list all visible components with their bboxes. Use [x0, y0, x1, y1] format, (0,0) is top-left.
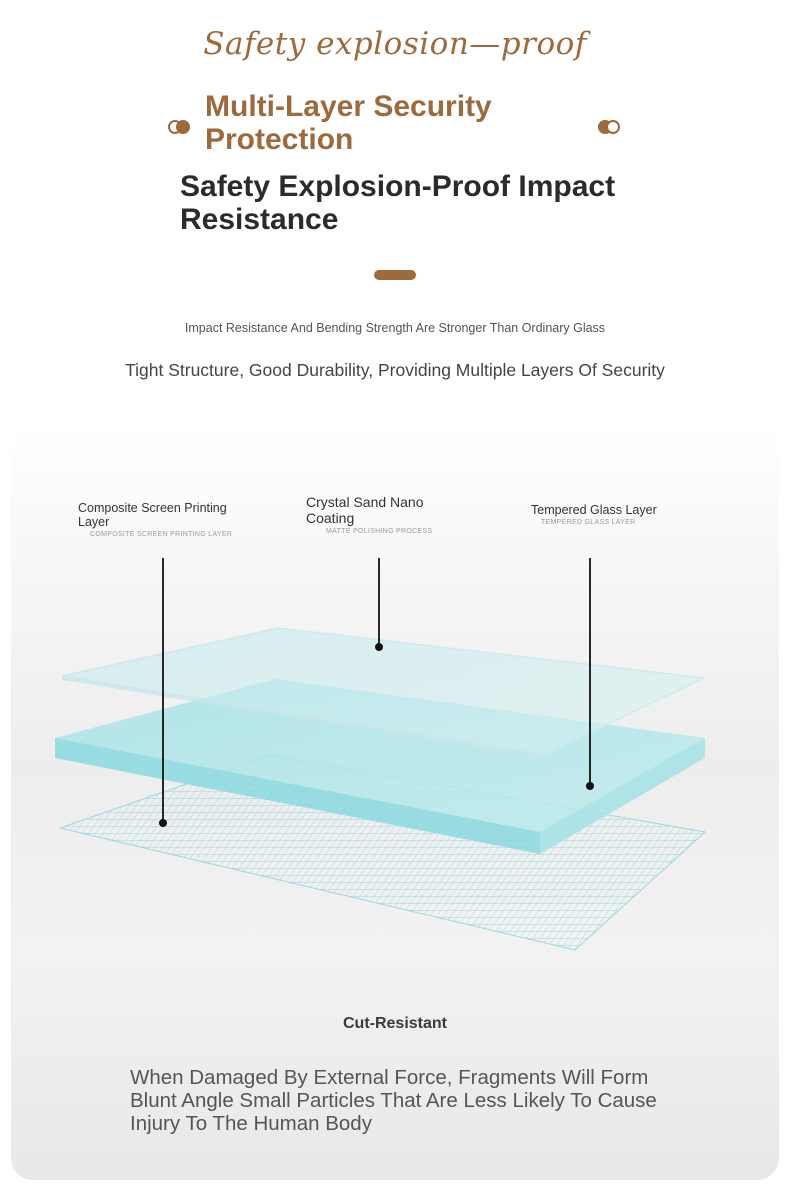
- callout-dot-1: [159, 819, 167, 827]
- layer-label-text: Crystal Sand Nano Coating: [306, 494, 424, 526]
- description-line-2: Tight Structure, Good Durability, Providing Multiple Layers Of Security: [125, 360, 665, 380]
- layer-label-nano-coating: [306, 494, 456, 535]
- cut-resistant-title: Cut-Resistant: [342, 1015, 447, 1032]
- layer-label-sub: COMPOSITE SCREEN PRINTING LAYER: [90, 531, 233, 538]
- page-subtitle: Safety Explosion-Proof Impact Resistance: [180, 170, 616, 236]
- callout-dot-3: [586, 782, 594, 790]
- description-line-1: Impact Resistance And Bending Strength Are Stronger Than Ordinary Glass: [184, 321, 606, 335]
- layer-label-tempered-glass: [531, 503, 671, 526]
- layer-label-sub: TEMPERED GLASS LAYER: [541, 519, 636, 526]
- layer-label-text: Tempered Glass Layer: [531, 503, 657, 517]
- cut-resistant-text: When Damaged By External Force, Fragments Will Form Blunt Angle Small Particles That Are Less Likely To Cause Injury To The Human Body: [130, 1066, 657, 1135]
- page-title: Multi-Layer Security Protection: [205, 90, 492, 156]
- script-title: Safety explosion—proof: [203, 26, 587, 62]
- layer-label-screen-printing: [78, 501, 248, 538]
- layer-label-text: Composite Screen Printing Layer: [78, 501, 227, 529]
- layer-label-sub: MATTE POLISHING PROCESS: [326, 528, 433, 535]
- callout-dot-2: [375, 643, 383, 651]
